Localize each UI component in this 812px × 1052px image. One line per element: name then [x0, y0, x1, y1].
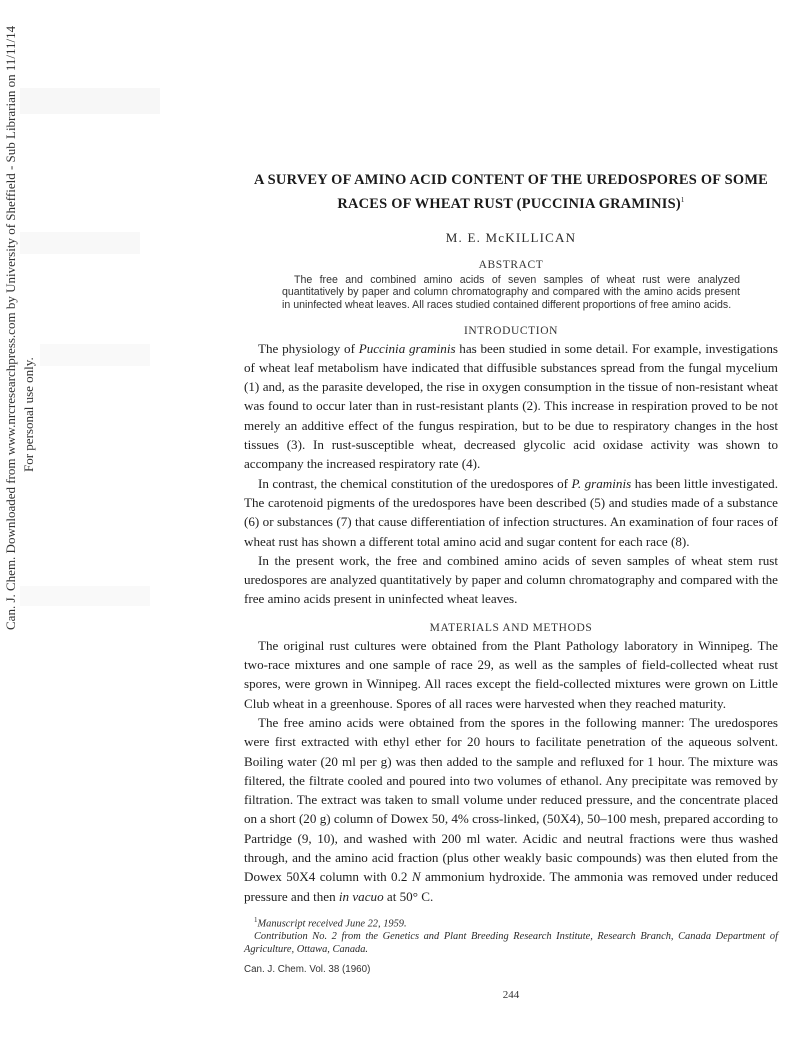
methods-paragraph-1: The original rust cultures were obtained from the Plant Pathology laboratory in Winnipeg. The two-race mixtures and one sample of race 29, as well as the samples of field-collected wheat rust spores, were grown in Winnipeg. All races except the field-collected mixtures were grown on Little Club wheat in a greenhouse. Spores of all races were harvested when they reached maturity. — [244, 637, 778, 711]
abstract-text: The free and combined amino acids of seven samples of wheat rust were analyzed quantitatively by paper and column chromatography and compared with the amino acids present in uninfected wheat leaves. All races studied contained different proportions of free amino acids. — [282, 273, 740, 311]
scan-artifact — [20, 88, 160, 114]
download-watermark — [2, 25, 46, 630]
footnote-1 — [244, 914, 778, 930]
text-run: The physiology of — [258, 340, 359, 356]
footnote-2: Contribution No. 2 from the Genetics and Plant Breeding Research Institute, Research Branch, Canada Department of Agriculture, Ottawa, Canada. — [244, 931, 778, 956]
article-title — [244, 170, 778, 214]
text-run: The free amino acids were obtained from the spores in the following manner: The uredospores were first extracted with ethyl ether for 20 hours to facilitate penetration of the aqueous solvent. Boiling water (20 ml per g) was then added to the sample and refluxed for 1 hour. The mixture was filtered, the filtrate cooled and poured into two volumes of ethanol. Any precipitate was removed by filtration. The extract was taken to small volume under reduced pressure, and the concentrate placed on a short (20 g) column of Dowex 50, 4% cross-linked, (50X4), 50–100 mesh, prepared according to Partridge (9, 10), and washed with 200 ml water. Acidic and neutral fractions were thus washed through, and the amino acid fraction (plus other weakly basic compounds) was then eluted from the Dowex 50X4 column with 0.2 — [244, 714, 778, 885]
latin-term: in vacuo — [338, 888, 384, 904]
page-number: 244 — [502, 989, 520, 1002]
article-page — [244, 160, 778, 1001]
title-line-2-text: RACES OF WHEAT RUST (PUCCINIA GRAMINIS) — [337, 195, 681, 212]
scan-artifact — [40, 344, 150, 366]
footnotes — [244, 914, 778, 956]
title-line-1: A SURVEY OF AMINO ACID CONTENT OF THE UREDOSPORES OF SOME — [253, 172, 769, 188]
introduction-heading: INTRODUCTION — [463, 324, 559, 337]
species-name: Puccinia graminis — [358, 340, 456, 356]
title-footnote-mark: 1 — [680, 196, 685, 204]
normality-symbol: N — [411, 869, 421, 885]
text-run: has been little investigated. The carotenoid pigments of the uredospores have been described (5) and studies made of a substance (6) or substances (7) that cause differentiation of infection structures. An examination of four races of wheat rust has shown a different total amino acid and sugar content for each race (8). — [244, 475, 778, 549]
methods-heading: MATERIALS AND METHODS — [429, 621, 593, 634]
introduction-paragraph-3: In the present work, the free and combined amino acids of seven samples of wheat stem rust uredospores are analyzed quantitatively by paper and column chromatography and compared with the free amino acids present in uninfected wheat leaves. — [244, 552, 778, 607]
introduction-paragraph-1 — [244, 339, 778, 474]
journal-citation: Can. J. Chem. Vol. 38 (1960) — [244, 964, 371, 976]
watermark-line-1: Can. J. Chem. Downloaded from www.nrcresearchpress.com by University of Sheffield - Sub Librarian on 11/11/14 — [3, 25, 18, 630]
author-name: M. E. McKILLICAN — [445, 229, 577, 245]
abstract-heading: ABSTRACT — [478, 258, 544, 271]
introduction-paragraph-2 — [244, 474, 778, 551]
species-name: P. graminis — [571, 475, 632, 491]
text-run: ammonium hydroxide. The ammonia was removed under reduced pressure and then — [244, 869, 779, 904]
footnote-mark: 1 — [254, 915, 258, 924]
watermark-line-2: For personal use only. — [21, 357, 36, 473]
text-run: has been studied in some detail. For example, investigations of wheat leaf metabolism have indicated that diffusible substances spread from the fungal mycelium (1) and, as the parasite developed, the rise in oxygen consumption in the tissue of non-resistant wheat was found to occur later than in rust-resistant plants (2). This increase in respiration proved to be not merely an additive effect of the fungus respiration, but to be due to respiratory changes in the host tissues (3). In rust-susceptible wheat, decreased glycolic acid oxidase activity was shown to accompany the increased respiratory rate (4). — [244, 340, 778, 472]
methods-paragraph-2 — [244, 713, 778, 906]
title-line-2 — [244, 190, 778, 214]
footnote-received: Manuscript received June 22, 1959. — [257, 918, 407, 930]
text-run: In contrast, the chemical constitution of the uredospores of — [258, 475, 572, 491]
text-run: at 50° C. — [383, 888, 434, 904]
